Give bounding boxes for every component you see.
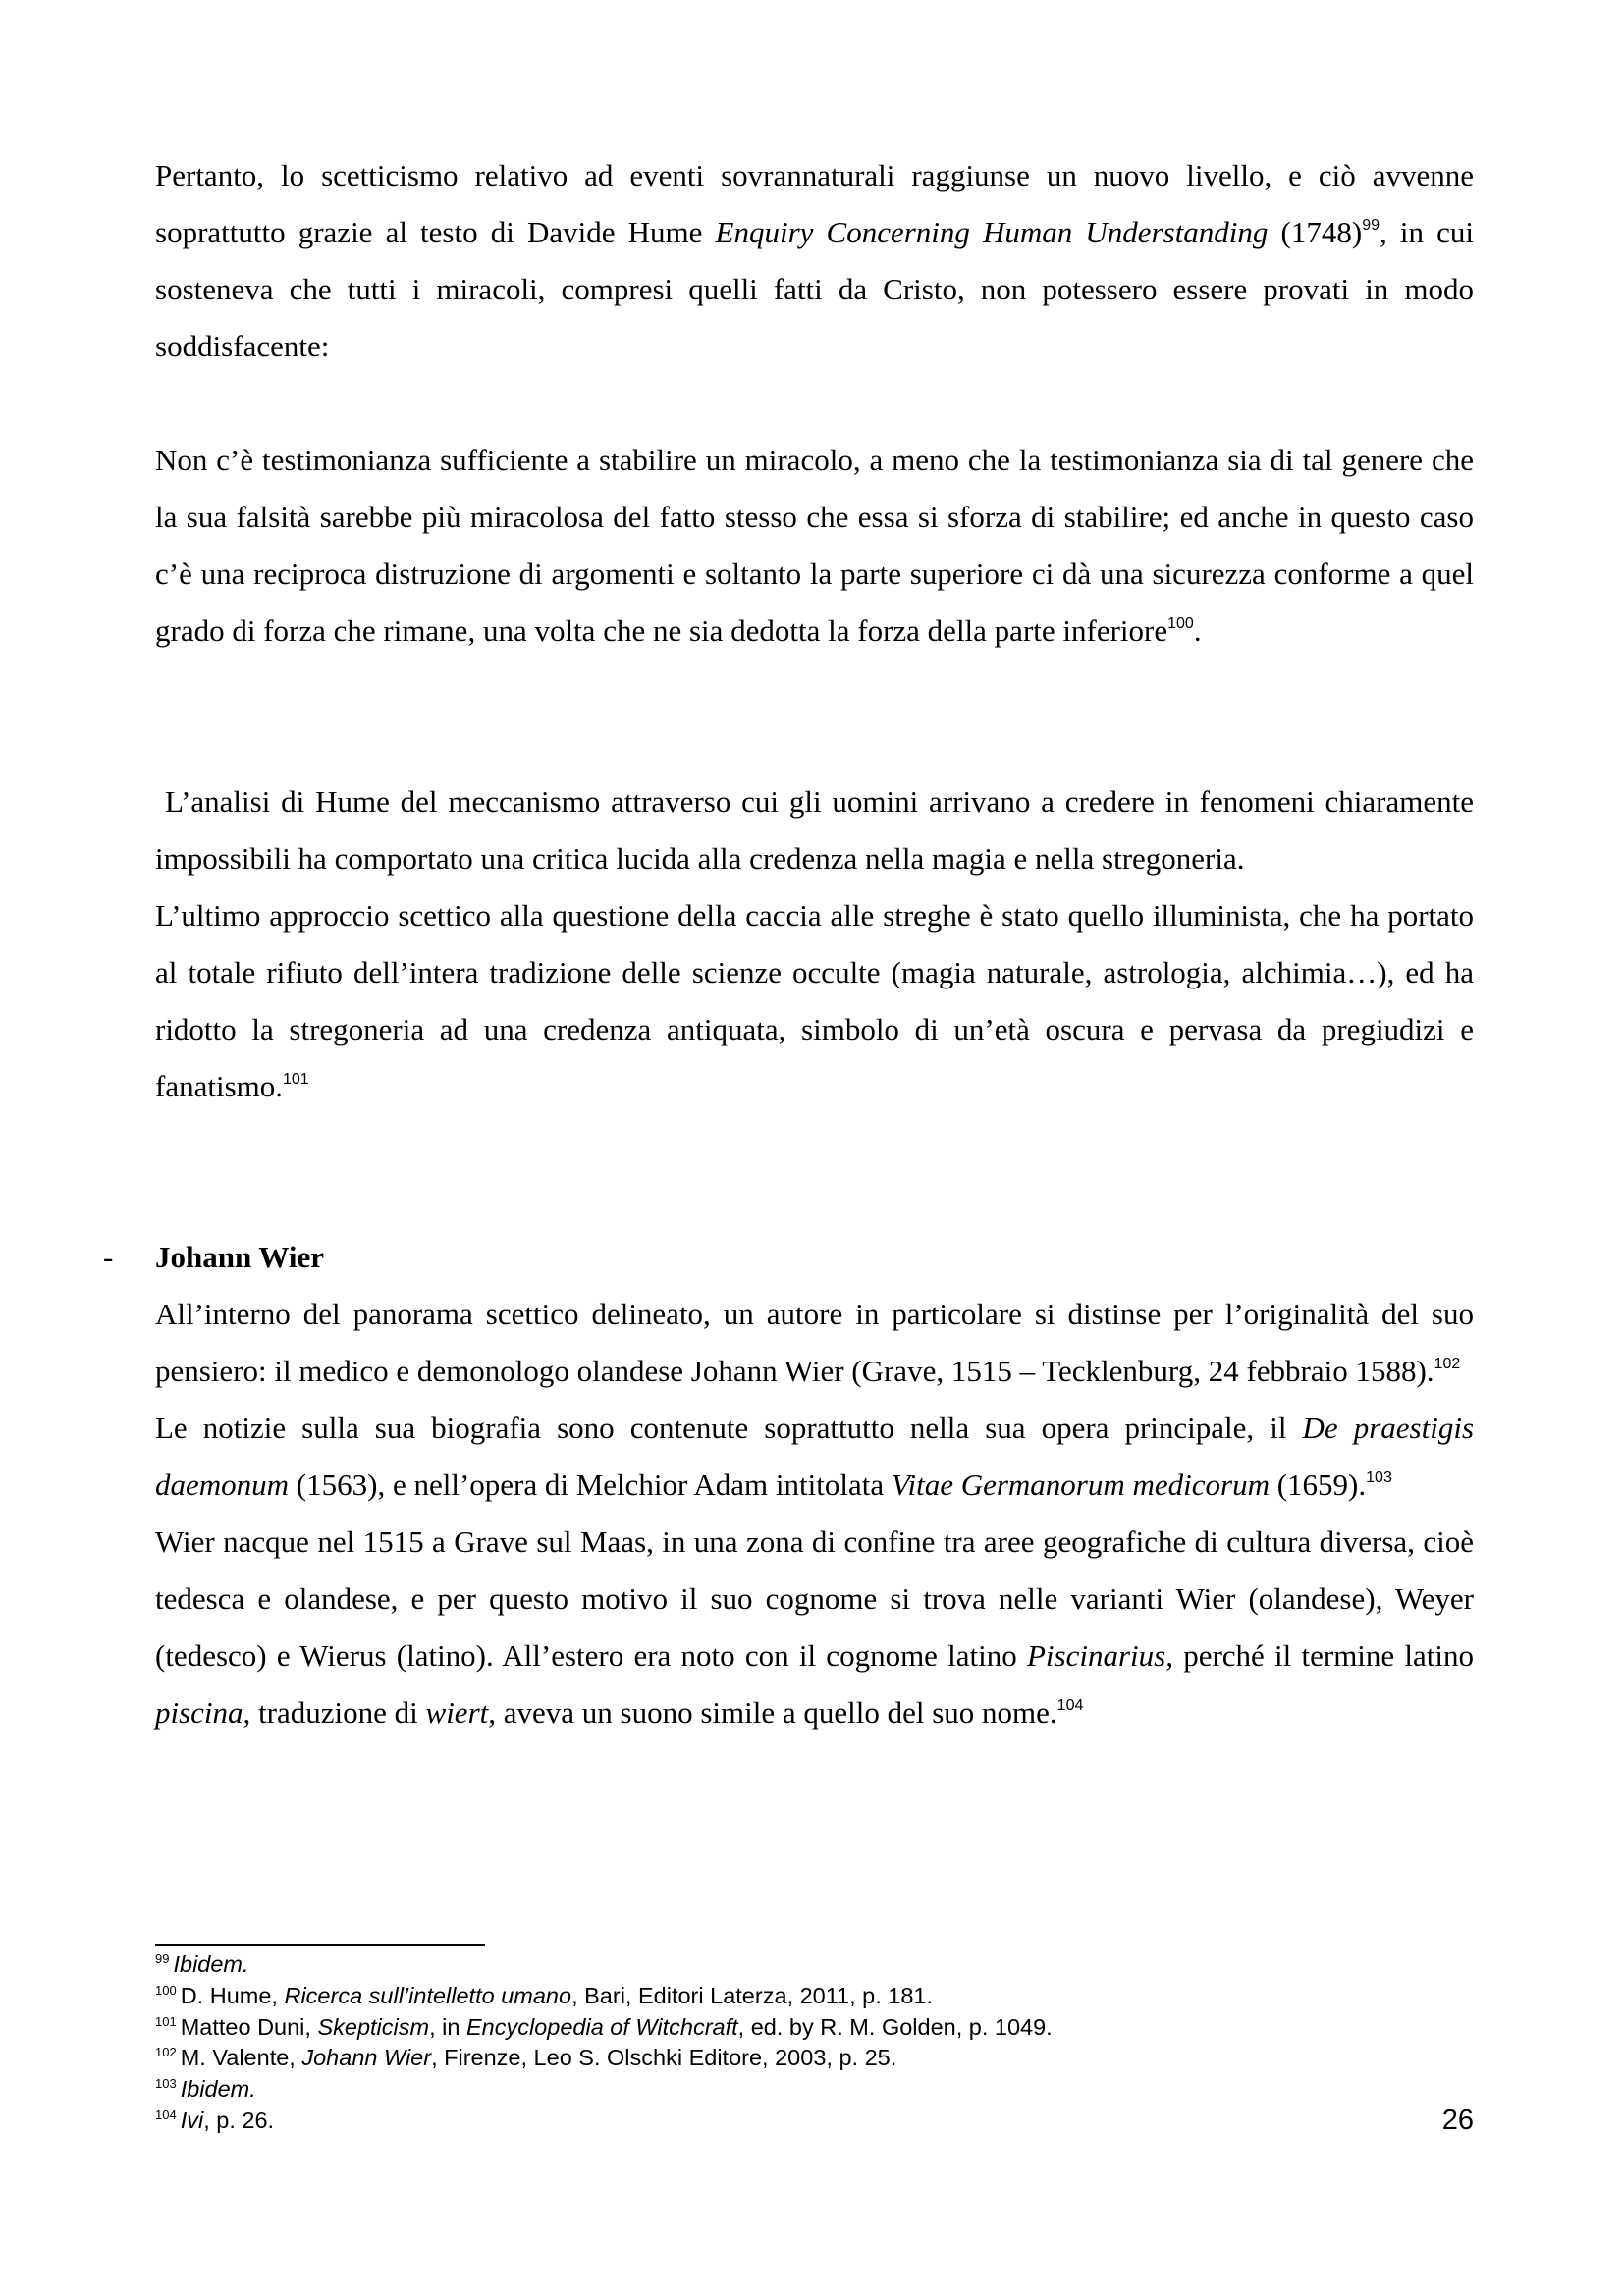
biography-after: (1659). — [1269, 1468, 1367, 1502]
footnote-102 — [155, 2043, 1474, 2074]
footnote-number: 102 — [155, 2045, 177, 2060]
footnote-text: , Bari, Editori Laterza, 2011, p. 181. — [571, 1982, 934, 2008]
footnote-ref-99: 99 — [1362, 217, 1380, 234]
paragraph-intro-text: Pertanto, lo scetticismo relativo ad eventi sovrannaturali raggiunse un nuovo livello, e ciò avvenne soprattutto grazie al testo di Davide Hume — [155, 158, 1474, 249]
footnote-title: Ivi — [180, 2107, 204, 2133]
quote-text: Non c’è testimonianza sufficiente a stabilire un miracolo, a meno che la testimonianza sia di tal genere che la sua falsità sarebbe più miracolosa del fatto stesso che essa si sforza di stabilire; ed anche in questo caso c’è una reciproca distruzione di argomenti e soltanto la parte superiore ci dà una sicurezza conforme a quel grado di forza che rimane, una volta che ne sia dedotta la forza della parte inferiore — [155, 443, 1474, 648]
wier-intro-text: All’interno del panorama scettico delineato, un autore in particolare si distinse per l’originalità del suo pensiero: il medico e demonologo olandese Johann Wier (Grave, 1515 – Tecklenburg, 24 febbraio 1588). — [155, 1297, 1474, 1388]
footnote-text: Ibidem. — [173, 1951, 249, 1977]
name-origin-middle2: traduzione di — [250, 1695, 426, 1730]
footnote-text: , ed. by R. M. Golden, p. 1049. — [737, 2013, 1053, 2040]
biography-text: Le notizie sulla sua biografia sono contenute soprattutto nella sua opera principale, il — [155, 1411, 1303, 1445]
term-piscina: piscina, — [155, 1695, 251, 1730]
footnote-ref-103: 103 — [1366, 1469, 1392, 1486]
footnote-ref-102: 102 — [1434, 1356, 1461, 1372]
name-origin-text: Wier nacque nel 1515 a Grave sul Maas, in una zona di confine tra aree geografiche di cultura diversa, cioè tedesca e olandese, e per questo motivo il suo cognome si trova nelle varianti Wier (olandese), Weyer (tedesco) e Wierus (latino). All’estero era noto con il cognome latino — [155, 1524, 1474, 1673]
term-wiert: wiert, — [425, 1695, 496, 1730]
footnote-title: Johann Wier — [301, 2045, 432, 2071]
book-title-vitae: Vitae Germanorum medicorum — [891, 1468, 1270, 1502]
footnote-101 — [155, 2012, 1474, 2044]
footnote-100 — [155, 1981, 1474, 2012]
book-title-de-praestigis: De praestigis daemonum — [155, 1411, 1475, 1502]
footnote-text: Matteo Duni, — [180, 2013, 318, 2040]
paragraph-intro — [155, 147, 1474, 375]
footnote-99 — [155, 1949, 1474, 1981]
paragraph-enlightenment-text: L’ultimo approccio scettico alla questione della caccia alle streghe è stato quello illuminista, che ha portato al totale rifiuto dell’intera tradizione delle scienze occulte (magia naturale, astrologia, alchimia…), ed ha ridotto la stregoneria ad una credenza antiquata, simbolo di un’età oscura e pervasa da pregiudizi e fanatismo. — [155, 898, 1474, 1103]
footnote-number: 103 — [155, 2076, 177, 2092]
term-piscinarius: Piscinarius, — [1027, 1638, 1173, 1673]
footnote-title: Encyclopedia of Witchcraft — [465, 2013, 738, 2040]
paragraph-intro-rest: , in cui sosteneva che tutti i miracoli, compresi quelli fatti da Cristo, non potessero essere provati in modo soddisfacente: — [155, 215, 1474, 363]
footnote-title: Ricerca sull’intelletto umano — [284, 1982, 572, 2008]
footnotes — [155, 1949, 1474, 2137]
name-origin-middle1: perché il termine latino — [1172, 1638, 1475, 1673]
footnote-ref-104: 104 — [1056, 1697, 1084, 1714]
footnote-text: Ibidem. — [180, 2076, 256, 2103]
year-text: (1748) — [1268, 215, 1363, 249]
footnote-text: , p. 26. — [203, 2107, 275, 2133]
block-quote — [155, 432, 1474, 660]
paragraph-hume-text: L’analisi di Hume del meccanismo attraverso cui gli uomini arrivano a credere in fenomeni chiaramente impossibili ha comportato una critica lucida alla credenza nella magia e nella stregoneria. — [155, 784, 1474, 876]
footnote-text: , in — [429, 2013, 466, 2040]
footnote-number: 101 — [155, 2013, 177, 2029]
page-number: 26 — [1441, 2105, 1474, 2136]
biography-middle: (1563), e nell’opera di Melchior Adam intitolata — [289, 1468, 892, 1502]
footnote-title: Skepticism — [317, 2013, 430, 2040]
footnote-104 — [155, 2106, 1474, 2137]
footnote-text: M. Valente, — [180, 2045, 302, 2071]
footnote-text: , Firenze, Leo S. Olschki Editore, 2003, p. 25. — [431, 2045, 897, 2071]
name-origin-after: aveva un suono simile a quello del suo nome. — [496, 1695, 1057, 1730]
footnote-number: 99 — [155, 1951, 170, 1966]
quote-end: . — [1193, 614, 1202, 648]
footnote-number: 104 — [155, 2107, 177, 2122]
book-title-enquiry: Enquiry Concerning Human Understanding — [715, 215, 1269, 249]
paragraph-hume-analysis — [155, 774, 1474, 1115]
footnote-separator — [155, 1944, 485, 1946]
section-heading: Johann Wier — [155, 1240, 324, 1274]
section-johann-wier — [155, 1229, 1474, 1741]
list-bullet: - — [103, 1240, 114, 1274]
footnote-ref-100: 100 — [1167, 615, 1194, 632]
footnote-ref-101: 101 — [283, 1071, 309, 1088]
footnote-number: 100 — [155, 1982, 177, 1998]
footnote-103 — [155, 2074, 1474, 2106]
footnote-text: D. Hume, — [180, 1982, 285, 2008]
